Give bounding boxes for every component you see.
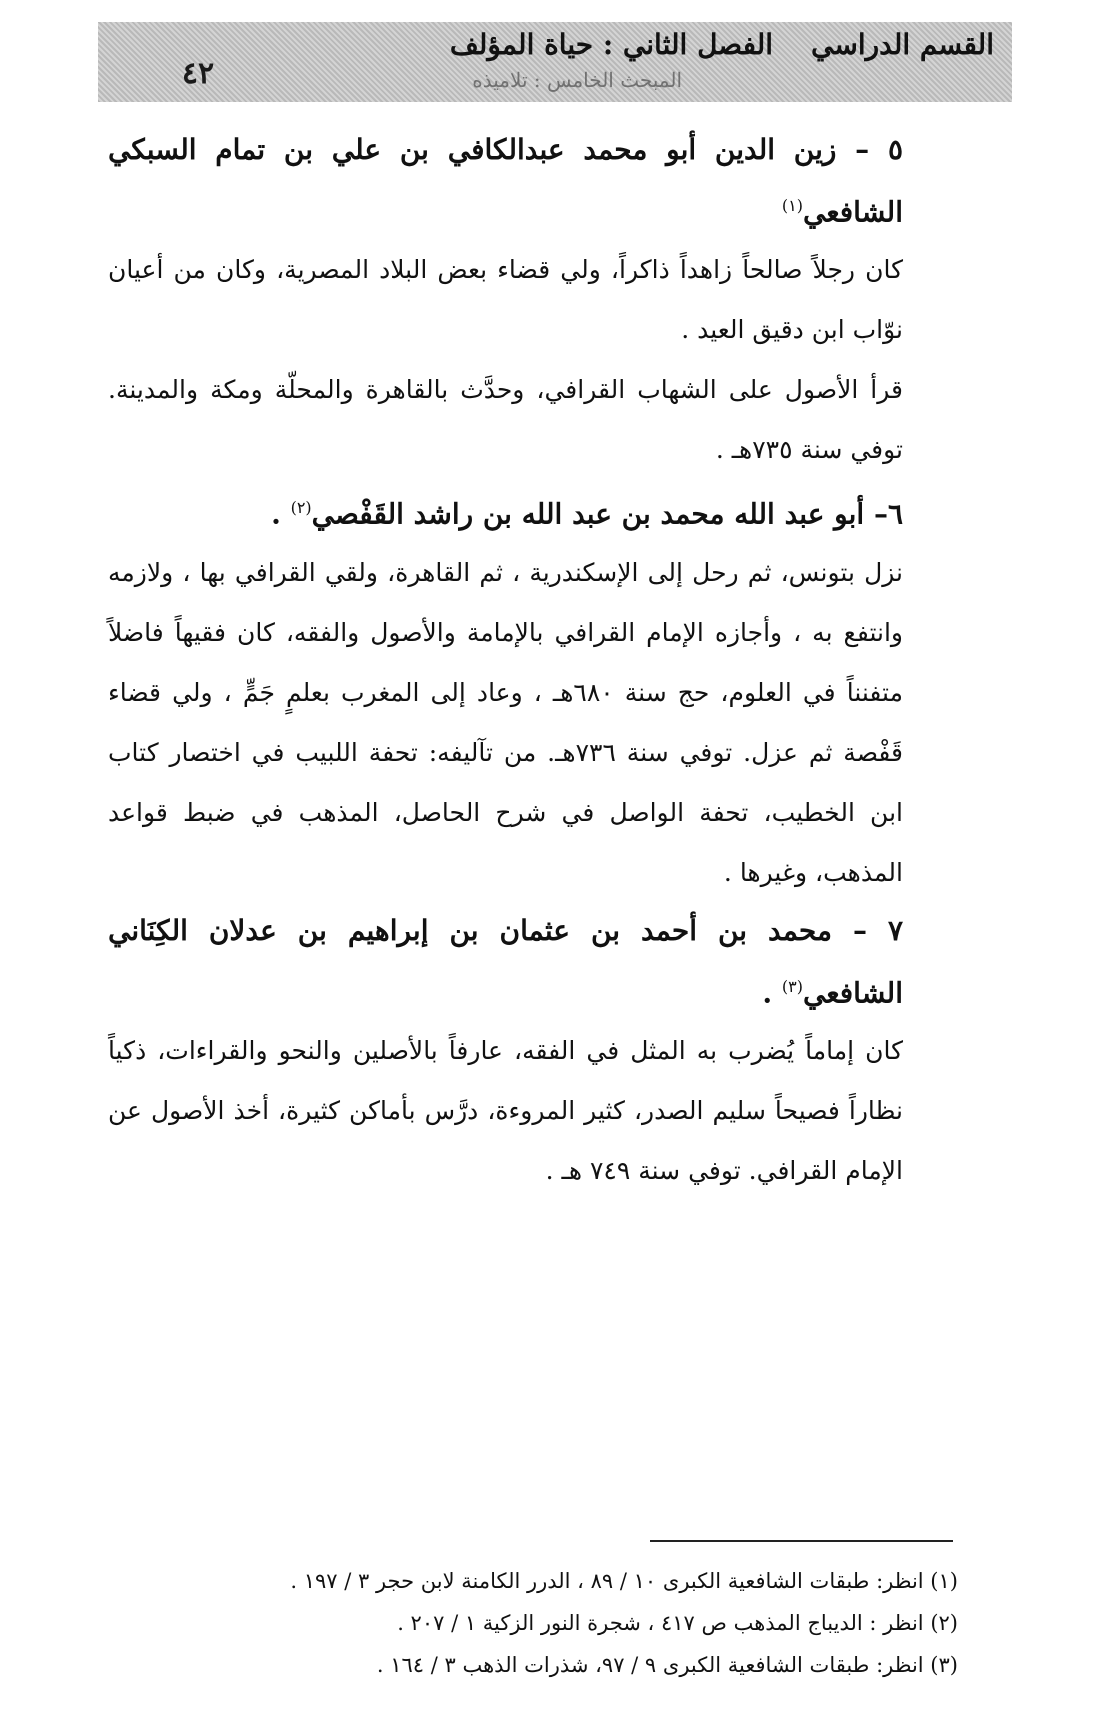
entry-6-paragraph-1: نزل بتونس، ثم رحل إلى الإسكندرية ، ثم القاهرة، ولقي القرافي بها ، ولازمه وانتفع به ، وأجازه الإمام القرافي بالإمامة والأصول والفقه، كان فقيهاً فاضلاً متفنناً في العلوم، حج سنة ٦٨٠هـ ، وعاد إلى المغرب بعلمٍ جَمٍّ ، ولي قضاء قَفْصة ثم عزل. توفي سنة ٧٣٦هـ. من تآليفه: تحفة اللبيب في اختصار كتاب ابن الخطيب، تحفة الواصل في شرح الحاصل، المذهب في ضبط قواعد المذهب، وغيرها . [108, 557, 903, 887]
entry-5-paragraph-1: كان رجلاً صالحاً زاهداً ذاكراً، ولي قضاء بعض البلاد المصرية، وكان من أعيان نوّاب ابن دقيق العيد . [108, 255, 903, 345]
entry-7-paragraph-1: كان إماماً يُضرب به المثل في الفقه، عارفاً بالأصلين والنحو والقراءات، ذكياً نظاراً فصيحاً سليم الصدر، كثير المروءة، درَّس بأماكن كثيرة، أخذ الأصول عن الإمام القرافي. توفي سنة ٧٤٩ هـ . [108, 1035, 903, 1185]
header-section: القسم الدراسي [811, 28, 994, 61]
entry-heading-7: ٧ – محمد بن أحمد بن عثمان بن إبراهيم بن عدلان الكِنَاني الشافعي$^{(٣)}$ . [108, 913, 903, 1009]
footnote-1: (١) انظر: طبقات الشافعية الكبرى ١٠ / ٨٩ ، الدرر الكامنة لابن حجر ٣ / ١٩٧ . [290, 1569, 958, 1593]
page-number: ٤٢ [181, 56, 215, 91]
footnote-ref-2: (٢) [290, 498, 312, 518]
header-title-line [450, 28, 994, 61]
footnote-2: (٢) انظر : الديباج المذهب ص ٤١٧ ، شجرة النور الزكية ١ / ٢٠٧ . [397, 1611, 958, 1635]
footnotes [108, 1560, 958, 1686]
footnote-ref-3: (٣) [781, 976, 803, 996]
entry-heading-6: ٦– أبو عبد الله محمد بن عبد الله بن راشد القَفْصي$^{(٢)}$ . [271, 497, 903, 531]
entry-heading-5: ٥ – زين الدين أبو محمد عبدالكافي بن علي بن تمام السبكي الشافعي$^{(١)}$ [108, 133, 903, 229]
footnote-3: (٣) انظر: طبقات الشافعية الكبرى ٩ / ٩٧، شذرات الذهب ٣ / ١٦٤ . [376, 1653, 958, 1677]
footnote-divider [650, 1540, 953, 1542]
header-subsection: المبحث الخامس : تلاميذه [472, 68, 682, 92]
entry-5-paragraph-2: قرأ الأصول على الشهاب القرافي، وحدَّث بالقاهرة والمحلّة ومكة والمدينة. توفي سنة ٧٣٥هـ . [108, 375, 903, 465]
header-chapter: الفصل الثاني : حياة المؤلف [449, 28, 774, 61]
footnote-ref-1: (١) [781, 196, 803, 215]
page-body [108, 122, 903, 1201]
running-header [98, 22, 1012, 102]
